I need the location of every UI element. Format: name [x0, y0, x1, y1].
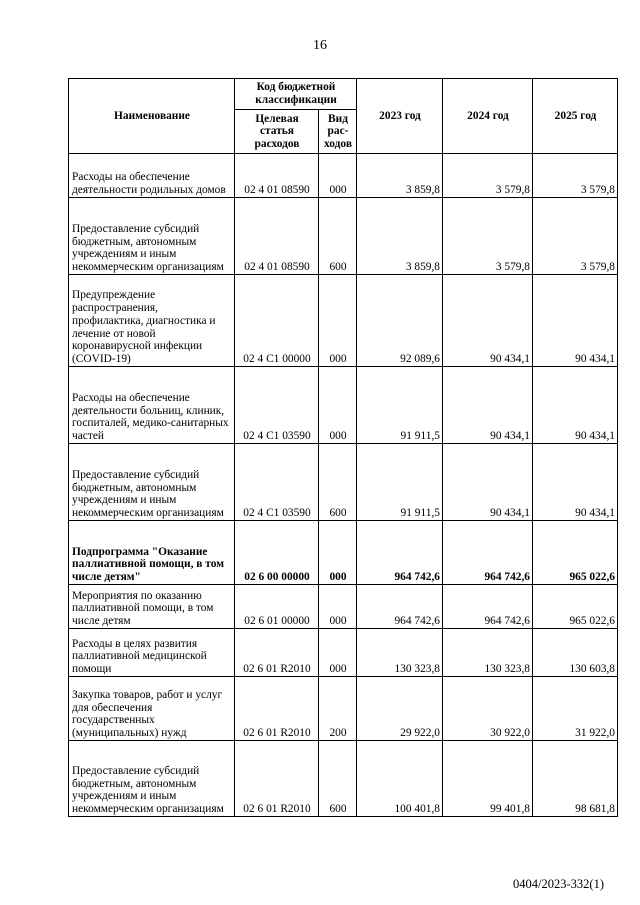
row-expense-type-cell: 000 — [319, 275, 357, 367]
row-2024-value-cell: 30 922,0 — [443, 677, 533, 741]
row-2023-value-cell: 29 922,0 — [357, 677, 443, 741]
row-2023-value-cell: 91 911,5 — [357, 367, 443, 444]
row-2024-value-cell: 3 579,8 — [443, 198, 533, 275]
header-year-2025: 2025 год — [533, 79, 618, 154]
row-2025-value-cell: 3 579,8 — [533, 198, 618, 275]
row-expense-type-cell: 000 — [319, 629, 357, 677]
row-2024-value-cell: 90 434,1 — [443, 275, 533, 367]
row-name-cell: Предоставление субсидий бюджетным, автономным учреждениям и иным некоммерческим организациям — [69, 444, 235, 521]
document-code: 0404/2023-332(1) — [513, 877, 604, 891]
row-2025-value-cell: 965 022,6 — [533, 521, 618, 585]
row-name-cell: Закупка товаров, работ и услуг для обеспечения государственных (муниципальных) нужд — [69, 677, 235, 741]
row-target-article-cell: 02 6 00 00000 — [235, 521, 319, 585]
row-2025-value-cell: 31 922,0 — [533, 677, 618, 741]
budget-table-body — [69, 154, 618, 817]
table-row — [69, 198, 618, 275]
row-2023-value-cell: 964 742,6 — [357, 585, 443, 629]
row-2024-value-cell: 964 742,6 — [443, 585, 533, 629]
row-expense-type-cell: 000 — [319, 154, 357, 198]
header-expense-type: Вид рас- ходов — [319, 110, 357, 154]
header-year-2023: 2023 год — [357, 79, 443, 154]
row-2025-value-cell: 98 681,8 — [533, 741, 618, 817]
row-name-cell: Мероприятия по оказанию паллиативной помощи, в том числе детям — [69, 585, 235, 629]
header-name: Наименование — [69, 79, 235, 154]
row-target-article-cell: 02 6 01 R2010 — [235, 629, 319, 677]
row-target-article-cell: 02 4 C1 03590 — [235, 444, 319, 521]
header-code-group: Код бюджетной классификации — [235, 79, 357, 110]
row-2023-value-cell: 91 911,5 — [357, 444, 443, 521]
row-expense-type-cell: 600 — [319, 741, 357, 817]
row-name-cell: Расходы в целях развития паллиативной медицинской помощи — [69, 629, 235, 677]
row-name-cell: Предупреждение распространения, профилактика, диагностика и лечение от новой коронавирусной инфекции (COVID-19) — [69, 275, 235, 367]
row-2025-value-cell: 90 434,1 — [533, 367, 618, 444]
row-2025-value-cell: 3 579,8 — [533, 154, 618, 198]
row-expense-type-cell: 200 — [319, 677, 357, 741]
row-target-article-cell: 02 6 01 00000 — [235, 585, 319, 629]
row-2024-value-cell: 130 323,8 — [443, 629, 533, 677]
row-name-cell: Расходы на обеспечение деятельности родильных домов — [69, 154, 235, 198]
row-2024-value-cell: 90 434,1 — [443, 444, 533, 521]
table-row — [69, 677, 618, 741]
row-2024-value-cell: 99 401,8 — [443, 741, 533, 817]
table-row — [69, 444, 618, 521]
row-2025-value-cell: 90 434,1 — [533, 444, 618, 521]
row-target-article-cell: 02 4 01 08590 — [235, 154, 319, 198]
table-row — [69, 275, 618, 367]
row-target-article-cell: 02 6 01 R2010 — [235, 677, 319, 741]
header-year-2024: 2024 год — [443, 79, 533, 154]
table-row — [69, 585, 618, 629]
row-2023-value-cell: 3 859,8 — [357, 154, 443, 198]
row-expense-type-cell: 000 — [319, 521, 357, 585]
row-name-cell: Предоставление субсидий бюджетным, автономным учреждениям и иным некоммерческим организациям — [69, 198, 235, 275]
row-2024-value-cell: 90 434,1 — [443, 367, 533, 444]
row-2023-value-cell: 130 323,8 — [357, 629, 443, 677]
row-2023-value-cell: 92 089,6 — [357, 275, 443, 367]
row-name-cell: Подпрограмма "Оказание паллиативной помощи, в том числе детям" — [69, 521, 235, 585]
row-expense-type-cell: 000 — [319, 585, 357, 629]
row-name-cell: Предоставление субсидий бюджетным, автономным учреждениям и иным некоммерческим организациям — [69, 741, 235, 817]
row-target-article-cell: 02 4 C1 03590 — [235, 367, 319, 444]
row-2023-value-cell: 3 859,8 — [357, 198, 443, 275]
row-target-article-cell: 02 4 C1 00000 — [235, 275, 319, 367]
row-target-article-cell: 02 4 01 08590 — [235, 198, 319, 275]
row-2025-value-cell: 965 022,6 — [533, 585, 618, 629]
budget-table — [68, 78, 618, 817]
row-2024-value-cell: 964 742,6 — [443, 521, 533, 585]
table-row — [69, 367, 618, 444]
row-name-cell: Расходы на обеспечение деятельности больниц, клиник, госпиталей, медико-санитарных частей — [69, 367, 235, 444]
row-2023-value-cell: 100 401,8 — [357, 741, 443, 817]
table-row — [69, 741, 618, 817]
page-number: 16 — [313, 38, 327, 53]
row-2024-value-cell: 3 579,8 — [443, 154, 533, 198]
row-2025-value-cell: 130 603,8 — [533, 629, 618, 677]
row-expense-type-cell: 600 — [319, 198, 357, 275]
header-target-article: Целевая статья расходов — [235, 110, 319, 154]
row-target-article-cell: 02 6 01 R2010 — [235, 741, 319, 817]
table-row — [69, 154, 618, 198]
row-2023-value-cell: 964 742,6 — [357, 521, 443, 585]
table-row — [69, 521, 618, 585]
table-row — [69, 629, 618, 677]
row-2025-value-cell: 90 434,1 — [533, 275, 618, 367]
row-expense-type-cell: 000 — [319, 367, 357, 444]
row-expense-type-cell: 600 — [319, 444, 357, 521]
